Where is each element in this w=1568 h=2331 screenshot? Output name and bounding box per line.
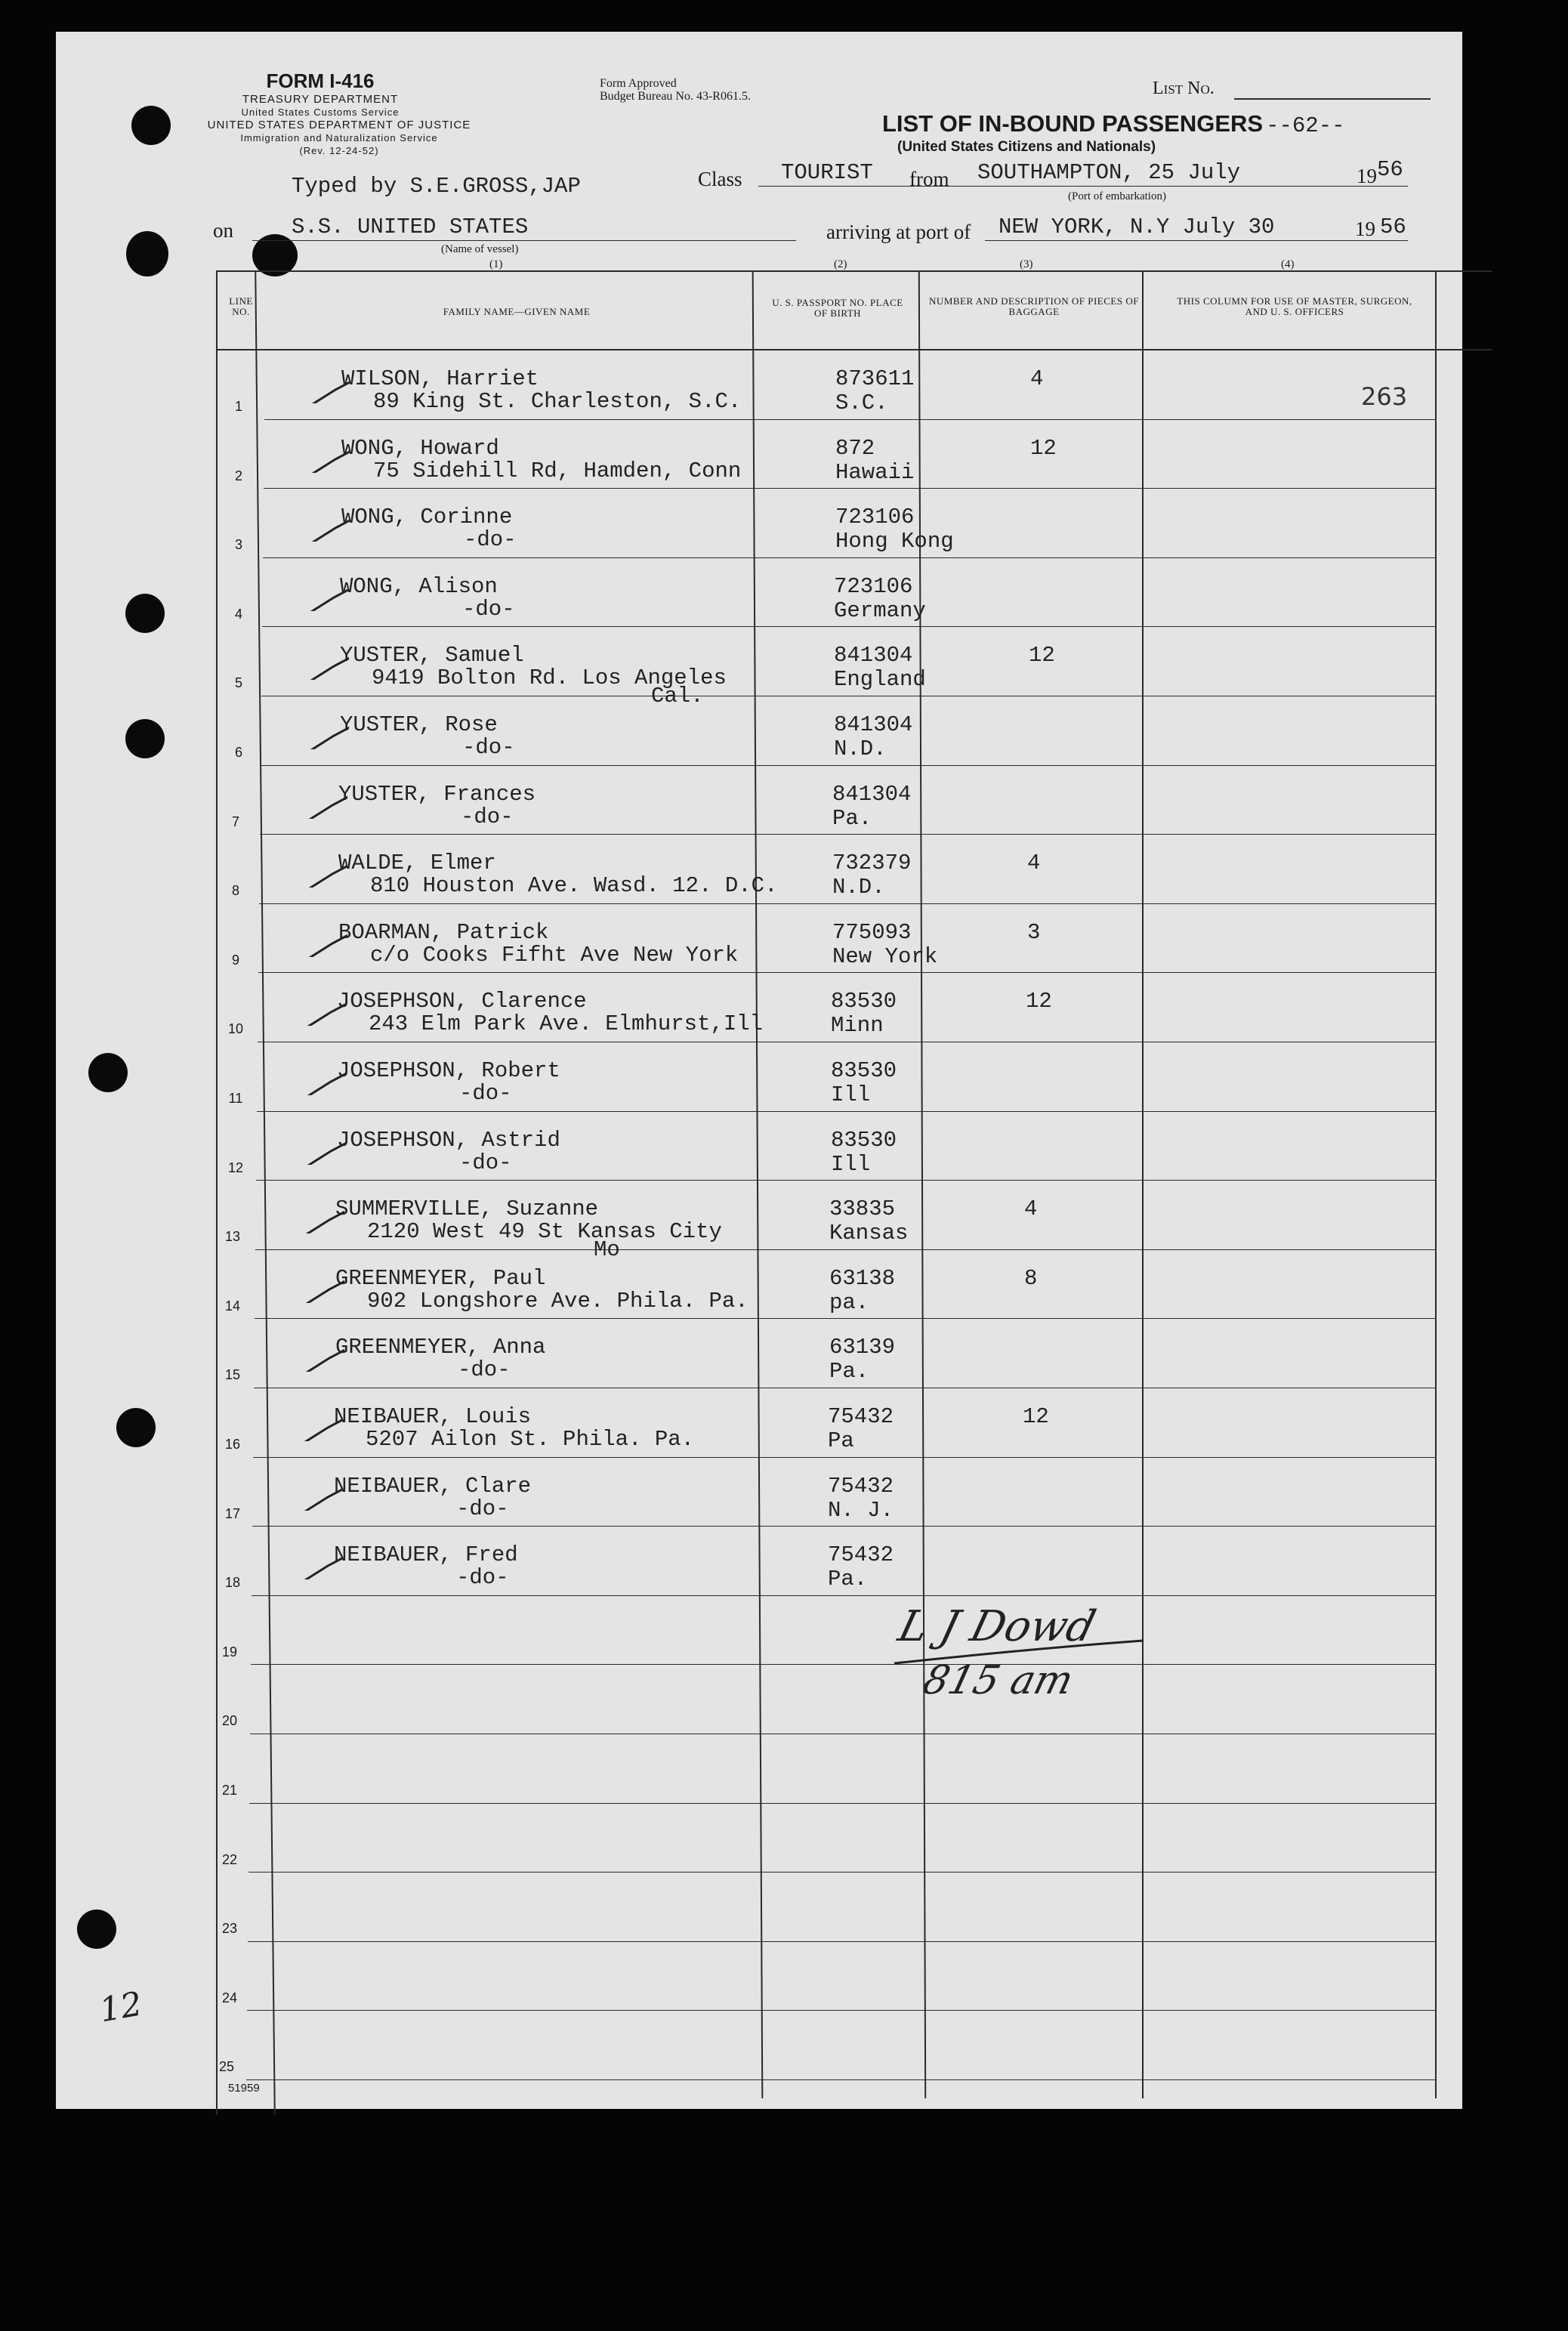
passenger-address: -do- bbox=[462, 596, 515, 622]
col-divider-line-no bbox=[255, 270, 276, 2115]
column-number-2: (2) bbox=[834, 258, 847, 270]
inspector-signature bbox=[887, 1588, 1310, 1724]
check-mark-icon bbox=[299, 1203, 344, 1233]
baggage-count: 3 bbox=[1027, 919, 1041, 945]
check-mark-icon bbox=[302, 857, 347, 888]
passenger-name: JOSEPHSON, Clarence bbox=[337, 989, 587, 1014]
place-of-birth: N.D. bbox=[832, 875, 885, 900]
port-caption: (Port of embarkation) bbox=[1068, 190, 1166, 202]
line-number: 15 bbox=[224, 1367, 241, 1383]
line-number: 7 bbox=[231, 814, 239, 829]
check-mark-icon bbox=[301, 1065, 346, 1095]
passenger-name: WONG, Alison bbox=[340, 573, 498, 599]
passport-number: 33835 bbox=[829, 1196, 896, 1222]
line-number: 2 bbox=[234, 468, 242, 483]
passenger-address: -do- bbox=[459, 1150, 512, 1175]
check-mark-icon bbox=[299, 1273, 344, 1303]
line-number: 3 bbox=[234, 537, 242, 553]
line-number: 4 bbox=[234, 606, 242, 622]
check-mark-icon bbox=[304, 650, 349, 680]
vessel-value: S.S. UNITED STATES bbox=[292, 215, 529, 239]
passenger-name: SUMMERVILLE, Suzanne bbox=[335, 1196, 599, 1222]
baggage-count: 4 bbox=[1030, 366, 1044, 391]
passenger-name: YUSTER, Rose bbox=[340, 712, 498, 737]
arriving-label: arriving at port of bbox=[826, 221, 971, 243]
row-divider bbox=[262, 626, 1437, 627]
year-value: 56 bbox=[1377, 157, 1403, 182]
check-mark-icon bbox=[298, 1480, 343, 1511]
signature-name: L J Dowd bbox=[894, 1601, 1100, 1651]
baggage-count: 12 bbox=[1029, 643, 1055, 668]
column-header-name: FAMILY NAME—GIVEN NAME bbox=[443, 306, 591, 317]
class-value: TOURIST bbox=[781, 160, 873, 185]
row-divider bbox=[260, 834, 1437, 835]
passenger-address: 9419 Bolton Rd. Los Angeles bbox=[372, 665, 727, 691]
year-prefix: 19 bbox=[1357, 165, 1377, 187]
passport-number: 873611 bbox=[835, 366, 915, 391]
passenger-address: 89 King St. Charleston, S.C. bbox=[373, 389, 742, 414]
column-header-officers: THIS COLUMN FOR USE OF MASTER, SURGEON, AND U. S. OFFICERS bbox=[1177, 295, 1412, 317]
passport-number: 83530 bbox=[831, 989, 897, 1014]
arrival-year-value: 56 bbox=[1380, 215, 1406, 239]
passenger-name: YUSTER, Samuel bbox=[340, 643, 524, 668]
check-mark-icon bbox=[301, 1135, 346, 1165]
row-divider bbox=[249, 1803, 1437, 1804]
passenger-name: WONG, Corinne bbox=[341, 505, 513, 530]
table-left-border bbox=[216, 270, 218, 2115]
passport-number: 775093 bbox=[832, 919, 912, 945]
passenger-address: -do- bbox=[456, 1565, 509, 1591]
from-label: from bbox=[909, 168, 949, 190]
form-subtitle: (United States Citizens and Nationals) bbox=[897, 139, 1156, 155]
passenger-table bbox=[56, 32, 1462, 2109]
passenger-name: JOSEPHSON, Astrid bbox=[337, 1127, 560, 1153]
place-of-birth: Germany bbox=[834, 597, 926, 623]
baggage-count: 4 bbox=[1024, 1196, 1038, 1222]
form-number: FORM I-416 bbox=[266, 69, 375, 92]
passport-number: 83530 bbox=[831, 1058, 897, 1083]
column-header-passport: U. S. PASSPORT NO. PLACE OF BIRTH bbox=[772, 297, 903, 319]
check-mark-icon bbox=[299, 1341, 344, 1372]
passenger-name: NEIBAUER, Clare bbox=[334, 1473, 532, 1499]
line-number: 8 bbox=[231, 883, 239, 899]
dept-customs: United States Customs Service bbox=[241, 107, 400, 118]
row-divider bbox=[252, 1526, 1437, 1527]
passenger-name: NEIBAUER, Fred bbox=[334, 1542, 518, 1568]
line-number: 25 bbox=[218, 2059, 235, 2075]
dept-treasury: TREASURY DEPARTMENT bbox=[242, 93, 399, 106]
passenger-name: NEIBAUER, Louis bbox=[334, 1404, 532, 1429]
passenger-name: WONG, Howard bbox=[341, 435, 499, 461]
line-number: 14 bbox=[224, 1298, 241, 1314]
passenger-name: YUSTER, Frances bbox=[338, 781, 536, 807]
passport-number: 83530 bbox=[831, 1127, 897, 1153]
line-number: 9 bbox=[231, 952, 239, 968]
passenger-address: 5207 Ailon St. Phila. Pa. bbox=[366, 1427, 695, 1452]
check-mark-icon bbox=[305, 443, 350, 473]
row-divider bbox=[246, 2079, 1437, 2080]
passenger-name: BOARMAN, Patrick bbox=[338, 919, 549, 945]
passenger-address: 243 Elm Park Ave. Elmhurst,Ill bbox=[369, 1011, 764, 1037]
place-of-birth: S.C. bbox=[835, 391, 888, 415]
check-mark-icon bbox=[302, 927, 347, 957]
passport-number: 75432 bbox=[828, 1542, 894, 1568]
row-divider bbox=[258, 972, 1437, 973]
place-of-birth: England bbox=[834, 667, 926, 693]
baggage-count: 12 bbox=[1023, 1404, 1049, 1429]
line-number: 1 bbox=[234, 399, 242, 414]
approval-line: Form Approved bbox=[600, 77, 677, 90]
baggage-count: 8 bbox=[1024, 1265, 1038, 1291]
passport-number: 841304 bbox=[834, 712, 913, 737]
passenger-name: GREENMEYER, Anna bbox=[335, 1335, 546, 1360]
typed-by: Typed by S.E.GROSS,JAP bbox=[292, 174, 581, 199]
passenger-address: 902 Longshore Ave. Phila. Pa. bbox=[367, 1288, 749, 1314]
signature-time: 815 am bbox=[918, 1657, 1078, 1703]
baggage-count: 12 bbox=[1026, 989, 1052, 1014]
baggage-count: 4 bbox=[1027, 851, 1041, 876]
column-header-line-no: LINE NO. bbox=[229, 295, 253, 317]
passport-number: 841304 bbox=[834, 643, 913, 668]
passenger-address: 2120 West 49 St Kansas City bbox=[367, 1219, 722, 1245]
place-of-birth: Hawaii bbox=[835, 459, 915, 485]
baggage-count: 12 bbox=[1030, 435, 1057, 461]
row-divider bbox=[255, 1318, 1437, 1319]
table-header-border bbox=[216, 349, 1492, 350]
place-of-birth: Pa. bbox=[828, 1567, 868, 1592]
line-number: 23 bbox=[221, 1921, 238, 1937]
check-mark-icon bbox=[305, 373, 350, 403]
row-divider bbox=[261, 765, 1437, 766]
line-number: 16 bbox=[224, 1437, 241, 1452]
passenger-address-cont: Mo bbox=[594, 1237, 620, 1263]
check-mark-icon bbox=[298, 1411, 343, 1441]
arrival-year-prefix: 19 bbox=[1355, 218, 1375, 240]
passport-number: 872 bbox=[835, 435, 875, 461]
passenger-name: WILSON, Harriet bbox=[341, 366, 539, 391]
check-mark-icon bbox=[298, 1549, 343, 1579]
passenger-address: -do- bbox=[458, 1357, 511, 1383]
line-number: 12 bbox=[227, 1159, 244, 1175]
corner-mark: 12 bbox=[96, 1984, 146, 2030]
place-of-birth: Pa. bbox=[832, 805, 872, 831]
passenger-address: -do- bbox=[456, 1496, 509, 1521]
line-number: 17 bbox=[224, 1505, 241, 1521]
budget-bureau-line: Budget Bureau No. 43-R061.5. bbox=[600, 90, 751, 103]
title-text: LIST OF IN-BOUND PASSENGERS bbox=[882, 110, 1264, 137]
place-of-birth: Ill bbox=[831, 1151, 871, 1177]
dept-immigration: Immigration and Naturalization Service bbox=[240, 132, 438, 144]
col-divider-name bbox=[752, 270, 764, 2098]
line-number: 5 bbox=[234, 675, 242, 691]
table-top-border bbox=[216, 270, 1492, 272]
check-mark-icon bbox=[301, 996, 346, 1026]
dept-justice: UNITED STATES DEPARTMENT OF JUSTICE bbox=[207, 119, 471, 131]
form-revision: (Rev. 12-24-52) bbox=[299, 145, 379, 156]
col-divider-baggage bbox=[1142, 270, 1144, 2098]
officer-note: 263 bbox=[1361, 382, 1408, 411]
line-number: 13 bbox=[224, 1229, 241, 1245]
passenger-address: c/o Cooks Fifht Ave New York bbox=[370, 942, 739, 968]
row-divider bbox=[264, 419, 1437, 420]
place-of-birth: New York bbox=[832, 943, 938, 969]
place-of-birth: N. J. bbox=[828, 1497, 894, 1523]
line-number: 22 bbox=[221, 1851, 238, 1867]
passport-number: 75432 bbox=[828, 1473, 894, 1499]
line-number: 10 bbox=[227, 1021, 244, 1037]
row-divider bbox=[248, 1872, 1437, 1873]
passport-number: 732379 bbox=[832, 851, 912, 876]
passenger-address: -do- bbox=[459, 1081, 512, 1106]
passport-number: 841304 bbox=[832, 781, 912, 807]
page-number: --62-- bbox=[1266, 113, 1345, 138]
column-header-baggage: NUMBER AND DESCRIPTION OF PIECES OF BAGGAGE bbox=[929, 295, 1139, 317]
place-of-birth: Minn bbox=[831, 1013, 884, 1039]
place-of-birth: Hong Kong bbox=[835, 529, 954, 554]
row-divider bbox=[257, 1111, 1437, 1112]
row-divider bbox=[253, 1457, 1437, 1458]
table-right-border bbox=[1435, 270, 1437, 2098]
arrival-value: NEW YORK, N.Y July 30 bbox=[999, 215, 1275, 239]
row-divider bbox=[263, 557, 1437, 558]
place-of-birth: Pa. bbox=[829, 1359, 869, 1385]
place-of-birth: pa. bbox=[829, 1289, 869, 1315]
passenger-address-cont: Cal. bbox=[651, 684, 704, 709]
on-label: on bbox=[213, 219, 233, 242]
passport-number: 75432 bbox=[828, 1404, 894, 1429]
row-divider bbox=[259, 903, 1437, 904]
passenger-name: JOSEPHSON, Robert bbox=[337, 1058, 560, 1083]
line-number: 11 bbox=[228, 1091, 243, 1106]
line-number: 21 bbox=[221, 1783, 238, 1798]
row-divider bbox=[255, 1249, 1437, 1250]
place-of-birth: Ill bbox=[831, 1082, 871, 1107]
place-of-birth: Kansas bbox=[829, 1221, 909, 1246]
check-mark-icon bbox=[305, 511, 350, 542]
passenger-address: -do- bbox=[464, 527, 517, 553]
check-mark-icon bbox=[304, 719, 349, 749]
line-number: 24 bbox=[221, 1990, 238, 2005]
check-mark-icon bbox=[302, 789, 347, 819]
passenger-address: -do- bbox=[461, 804, 514, 829]
passport-number: 723106 bbox=[835, 505, 915, 530]
check-mark-icon bbox=[304, 581, 349, 611]
passenger-address: 810 Houston Ave. Wasd. 12. D.C. bbox=[370, 873, 778, 899]
from-value: SOUTHAMPTON, 25 July bbox=[977, 160, 1241, 185]
class-label: Class bbox=[698, 168, 742, 190]
column-number-1: (1) bbox=[489, 258, 503, 270]
line-number: 20 bbox=[221, 1713, 238, 1729]
place-of-birth: Pa bbox=[828, 1428, 854, 1453]
column-number-3: (3) bbox=[1020, 258, 1033, 270]
line-number: 6 bbox=[234, 745, 242, 760]
passport-number: 63138 bbox=[829, 1265, 896, 1291]
line-number: 19 bbox=[221, 1644, 238, 1659]
passenger-name: GREENMEYER, Paul bbox=[335, 1265, 546, 1291]
vessel-caption: (Name of vessel) bbox=[441, 243, 519, 255]
passport-number: 63139 bbox=[829, 1335, 896, 1360]
list-no-label: List No. bbox=[1153, 79, 1215, 98]
form-code: 51959 bbox=[228, 2082, 260, 2095]
line-number: 18 bbox=[224, 1575, 241, 1591]
passport-number: 723106 bbox=[834, 573, 913, 599]
passenger-list-form bbox=[56, 32, 1462, 2109]
row-divider bbox=[256, 1180, 1437, 1181]
row-divider bbox=[247, 2010, 1437, 2011]
row-divider bbox=[264, 488, 1437, 489]
row-divider bbox=[248, 1941, 1437, 1942]
passenger-address: 75 Sidehill Rd, Hamden, Conn bbox=[373, 458, 742, 483]
passenger-name: WALDE, Elmer bbox=[338, 851, 496, 876]
place-of-birth: N.D. bbox=[834, 736, 887, 761]
column-number-4: (4) bbox=[1281, 258, 1295, 270]
passenger-address: -do- bbox=[462, 735, 515, 760]
